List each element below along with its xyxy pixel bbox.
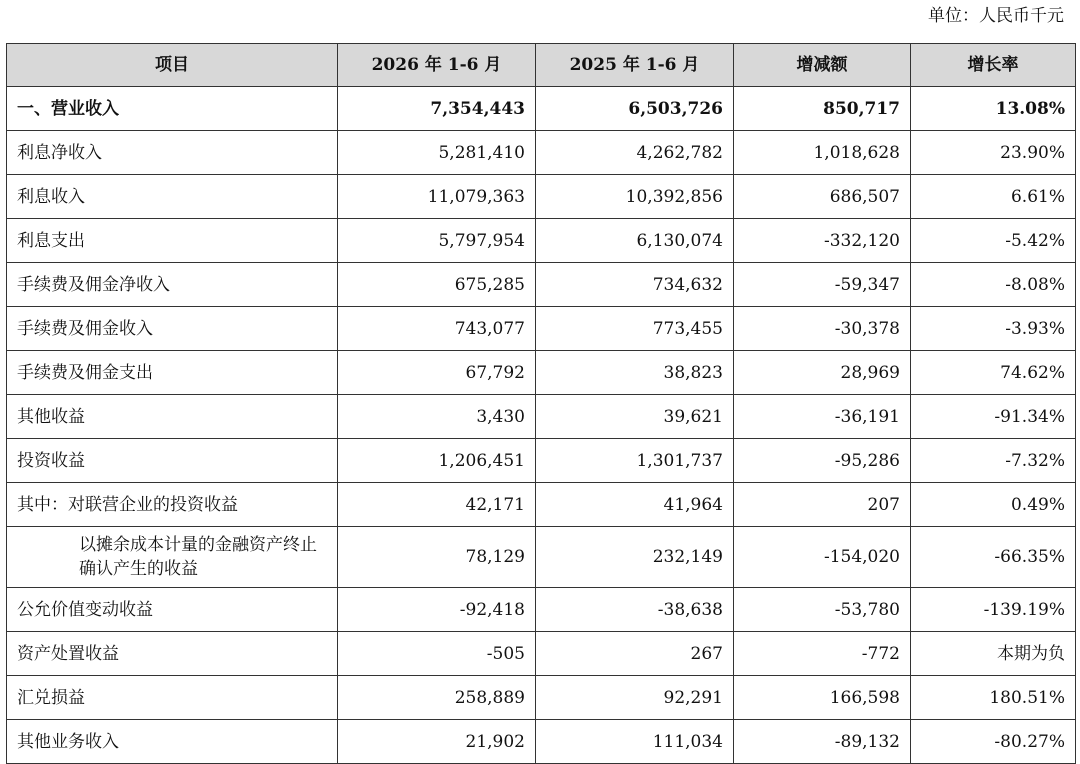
- cell-2025: 10,392,856: [536, 175, 734, 219]
- cell-growth: -80.27%: [911, 720, 1076, 764]
- cell-item: 其他收益: [7, 395, 338, 439]
- cell-item: 其他业务收入: [7, 720, 338, 764]
- table-row: [7, 527, 1076, 588]
- cell-2025: 39,621: [536, 395, 734, 439]
- cell-change: 686,507: [734, 175, 911, 219]
- income-table: [6, 43, 1076, 764]
- header-growth: 增长率: [911, 44, 1076, 87]
- cell-2026: 11,079,363: [338, 175, 536, 219]
- table-row: [7, 439, 1076, 483]
- cell-2026: 743,077: [338, 307, 536, 351]
- table-row: [7, 720, 1076, 764]
- cell-change: 850,717: [734, 87, 911, 131]
- table-row: [7, 588, 1076, 632]
- table-row: [7, 483, 1076, 527]
- table-row: [7, 131, 1076, 175]
- cell-item: 其中：对联营企业的投资收益: [7, 483, 338, 527]
- table-row: [7, 676, 1076, 720]
- table-row: [7, 175, 1076, 219]
- cell-2025: 267: [536, 632, 734, 676]
- cell-2026: 1,206,451: [338, 439, 536, 483]
- cell-growth: -91.34%: [911, 395, 1076, 439]
- cell-2026: 42,171: [338, 483, 536, 527]
- cell-growth: -8.08%: [911, 263, 1076, 307]
- cell-2025: -38,638: [536, 588, 734, 632]
- cell-growth: -139.19%: [911, 588, 1076, 632]
- cell-2026: 5,797,954: [338, 219, 536, 263]
- cell-growth: -66.35%: [911, 527, 1076, 588]
- cell-2025: 92,291: [536, 676, 734, 720]
- cell-growth: 6.61%: [911, 175, 1076, 219]
- cell-2025: 6,130,074: [536, 219, 734, 263]
- cell-item: 手续费及佣金收入: [7, 307, 338, 351]
- cell-change: 1,018,628: [734, 131, 911, 175]
- cell-2026: 78,129: [338, 527, 536, 588]
- cell-2025: 1,301,737: [536, 439, 734, 483]
- cell-growth: 74.62%: [911, 351, 1076, 395]
- cell-2026: -92,418: [338, 588, 536, 632]
- cell-change: -154,020: [734, 527, 911, 588]
- cell-item: 一、营业收入: [7, 87, 338, 131]
- table-row: [7, 351, 1076, 395]
- cell-2026: 675,285: [338, 263, 536, 307]
- cell-item: 利息支出: [7, 219, 338, 263]
- table-row: [7, 263, 1076, 307]
- cell-growth: 本期为负: [911, 632, 1076, 676]
- header-2026: 2026 年 1-6 月: [338, 44, 536, 87]
- cell-change: 207: [734, 483, 911, 527]
- cell-change: -59,347: [734, 263, 911, 307]
- cell-item: 汇兑损益: [7, 676, 338, 720]
- cell-2026: 21,902: [338, 720, 536, 764]
- cell-2025: 41,964: [536, 483, 734, 527]
- table-header-row: [7, 44, 1076, 87]
- cell-item: 手续费及佣金净收入: [7, 263, 338, 307]
- cell-growth: 180.51%: [911, 676, 1076, 720]
- cell-growth: -7.32%: [911, 439, 1076, 483]
- cell-2026: 258,889: [338, 676, 536, 720]
- cell-item: 资产处置收益: [7, 632, 338, 676]
- unit-note: 单位：人民币千元: [928, 6, 1064, 26]
- cell-item: 利息净收入: [7, 131, 338, 175]
- cell-2025: 734,632: [536, 263, 734, 307]
- cell-2025: 38,823: [536, 351, 734, 395]
- cell-item: 公允价值变动收益: [7, 588, 338, 632]
- cell-item: 手续费及佣金支出: [7, 351, 338, 395]
- cell-growth: 23.90%: [911, 131, 1076, 175]
- cell-2026: 3,430: [338, 395, 536, 439]
- cell-change: -30,378: [734, 307, 911, 351]
- cell-growth: -5.42%: [911, 219, 1076, 263]
- cell-change: 28,969: [734, 351, 911, 395]
- cell-2026: 67,792: [338, 351, 536, 395]
- cell-2026: 7,354,443: [338, 87, 536, 131]
- header-change: 增减额: [734, 44, 911, 87]
- cell-2025: 232,149: [536, 527, 734, 588]
- table-row: [7, 395, 1076, 439]
- header-2025: 2025 年 1-6 月: [536, 44, 734, 87]
- table-row: [7, 307, 1076, 351]
- cell-change: -772: [734, 632, 911, 676]
- cell-item: 投资收益: [7, 439, 338, 483]
- cell-2025: 773,455: [536, 307, 734, 351]
- cell-growth: -3.93%: [911, 307, 1076, 351]
- cell-change: -89,132: [734, 720, 911, 764]
- cell-2026: -505: [338, 632, 536, 676]
- header-item: 项目: [7, 44, 338, 87]
- cell-change: -95,286: [734, 439, 911, 483]
- cell-change: -36,191: [734, 395, 911, 439]
- cell-item: 以摊余成本计量的金融资产终止确认产生的收益: [79, 535, 317, 579]
- cell-growth: 13.08%: [911, 87, 1076, 131]
- table-row: [7, 632, 1076, 676]
- table-row: [7, 219, 1076, 263]
- cell-change: -53,780: [734, 588, 911, 632]
- cell-2025: 4,262,782: [536, 131, 734, 175]
- cell-2026: 5,281,410: [338, 131, 536, 175]
- cell-2025: 6,503,726: [536, 87, 734, 131]
- cell-item: 利息收入: [7, 175, 338, 219]
- cell-change: -332,120: [734, 219, 911, 263]
- cell-growth: 0.49%: [911, 483, 1076, 527]
- cell-item-wrapper: [7, 527, 338, 588]
- cell-change: 166,598: [734, 676, 911, 720]
- cell-2025: 111,034: [536, 720, 734, 764]
- table-row: [7, 87, 1076, 131]
